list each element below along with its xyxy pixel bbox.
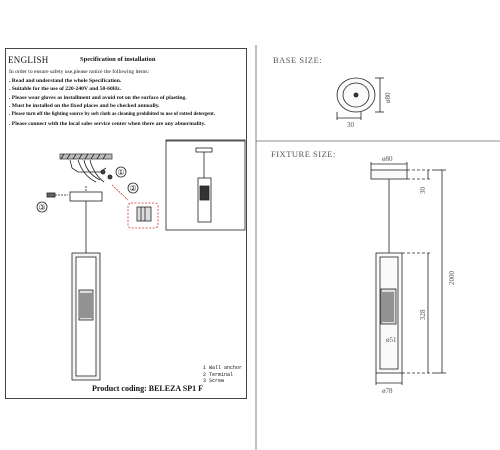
language-label: ENGLISH bbox=[8, 55, 49, 65]
installation-drawing bbox=[37, 154, 158, 380]
callout-1: ① bbox=[117, 168, 125, 177]
callout-2: ② bbox=[129, 184, 137, 193]
product-coding: Product coding: BELEZA SP1 F bbox=[92, 384, 203, 393]
fixture-drawing bbox=[371, 162, 446, 385]
detail-view bbox=[166, 140, 245, 230]
note-item: . Must be installed on the fixed places and be checked annually. bbox=[9, 103, 160, 110]
body-diameter-label: ø78 bbox=[382, 387, 393, 395]
callout-3: ③ bbox=[38, 203, 46, 212]
base-size-title: BASE SIZE: bbox=[273, 55, 323, 65]
note-item: . Please connect with the local sales service center when there are any abnormality. bbox=[9, 120, 206, 127]
base-drawing bbox=[337, 78, 384, 120]
canopy-diameter-label: ø80 bbox=[382, 155, 393, 163]
total-height-label: 2000 bbox=[448, 271, 456, 285]
inner-diameter-label: ø51 bbox=[386, 336, 397, 344]
note-item: . Suitable for the use of 220-240V and 50-60Hz. bbox=[9, 86, 121, 93]
canopy-height-label: 30 bbox=[419, 187, 427, 194]
note-item: . Read and understand the whole Specification. bbox=[9, 77, 122, 84]
legend-item: 2 Terminal bbox=[203, 371, 234, 378]
legend-item: 1 Wall anchor bbox=[203, 365, 243, 371]
body-height-label: 328 bbox=[419, 309, 427, 320]
base-height-label: 30 bbox=[347, 121, 354, 129]
parts-legend bbox=[203, 365, 242, 385]
note-intro: In order to ensure safety use,please notice the following items: bbox=[9, 69, 150, 75]
legend-item: 3 Screw bbox=[203, 378, 225, 384]
note-item: . Please turn off the lighting source by soft cloth as cleaning prohibited to use of rotted detergent. bbox=[9, 111, 215, 117]
base-diameter-label: ø80 bbox=[384, 92, 392, 103]
note-item: . Please wear gloves as installment and avoid rot on the surface of plaeting. bbox=[9, 94, 187, 101]
fixture-size-title: FIXTURE SIZE: bbox=[271, 149, 336, 159]
spec-title: Specification of installation bbox=[80, 56, 156, 63]
